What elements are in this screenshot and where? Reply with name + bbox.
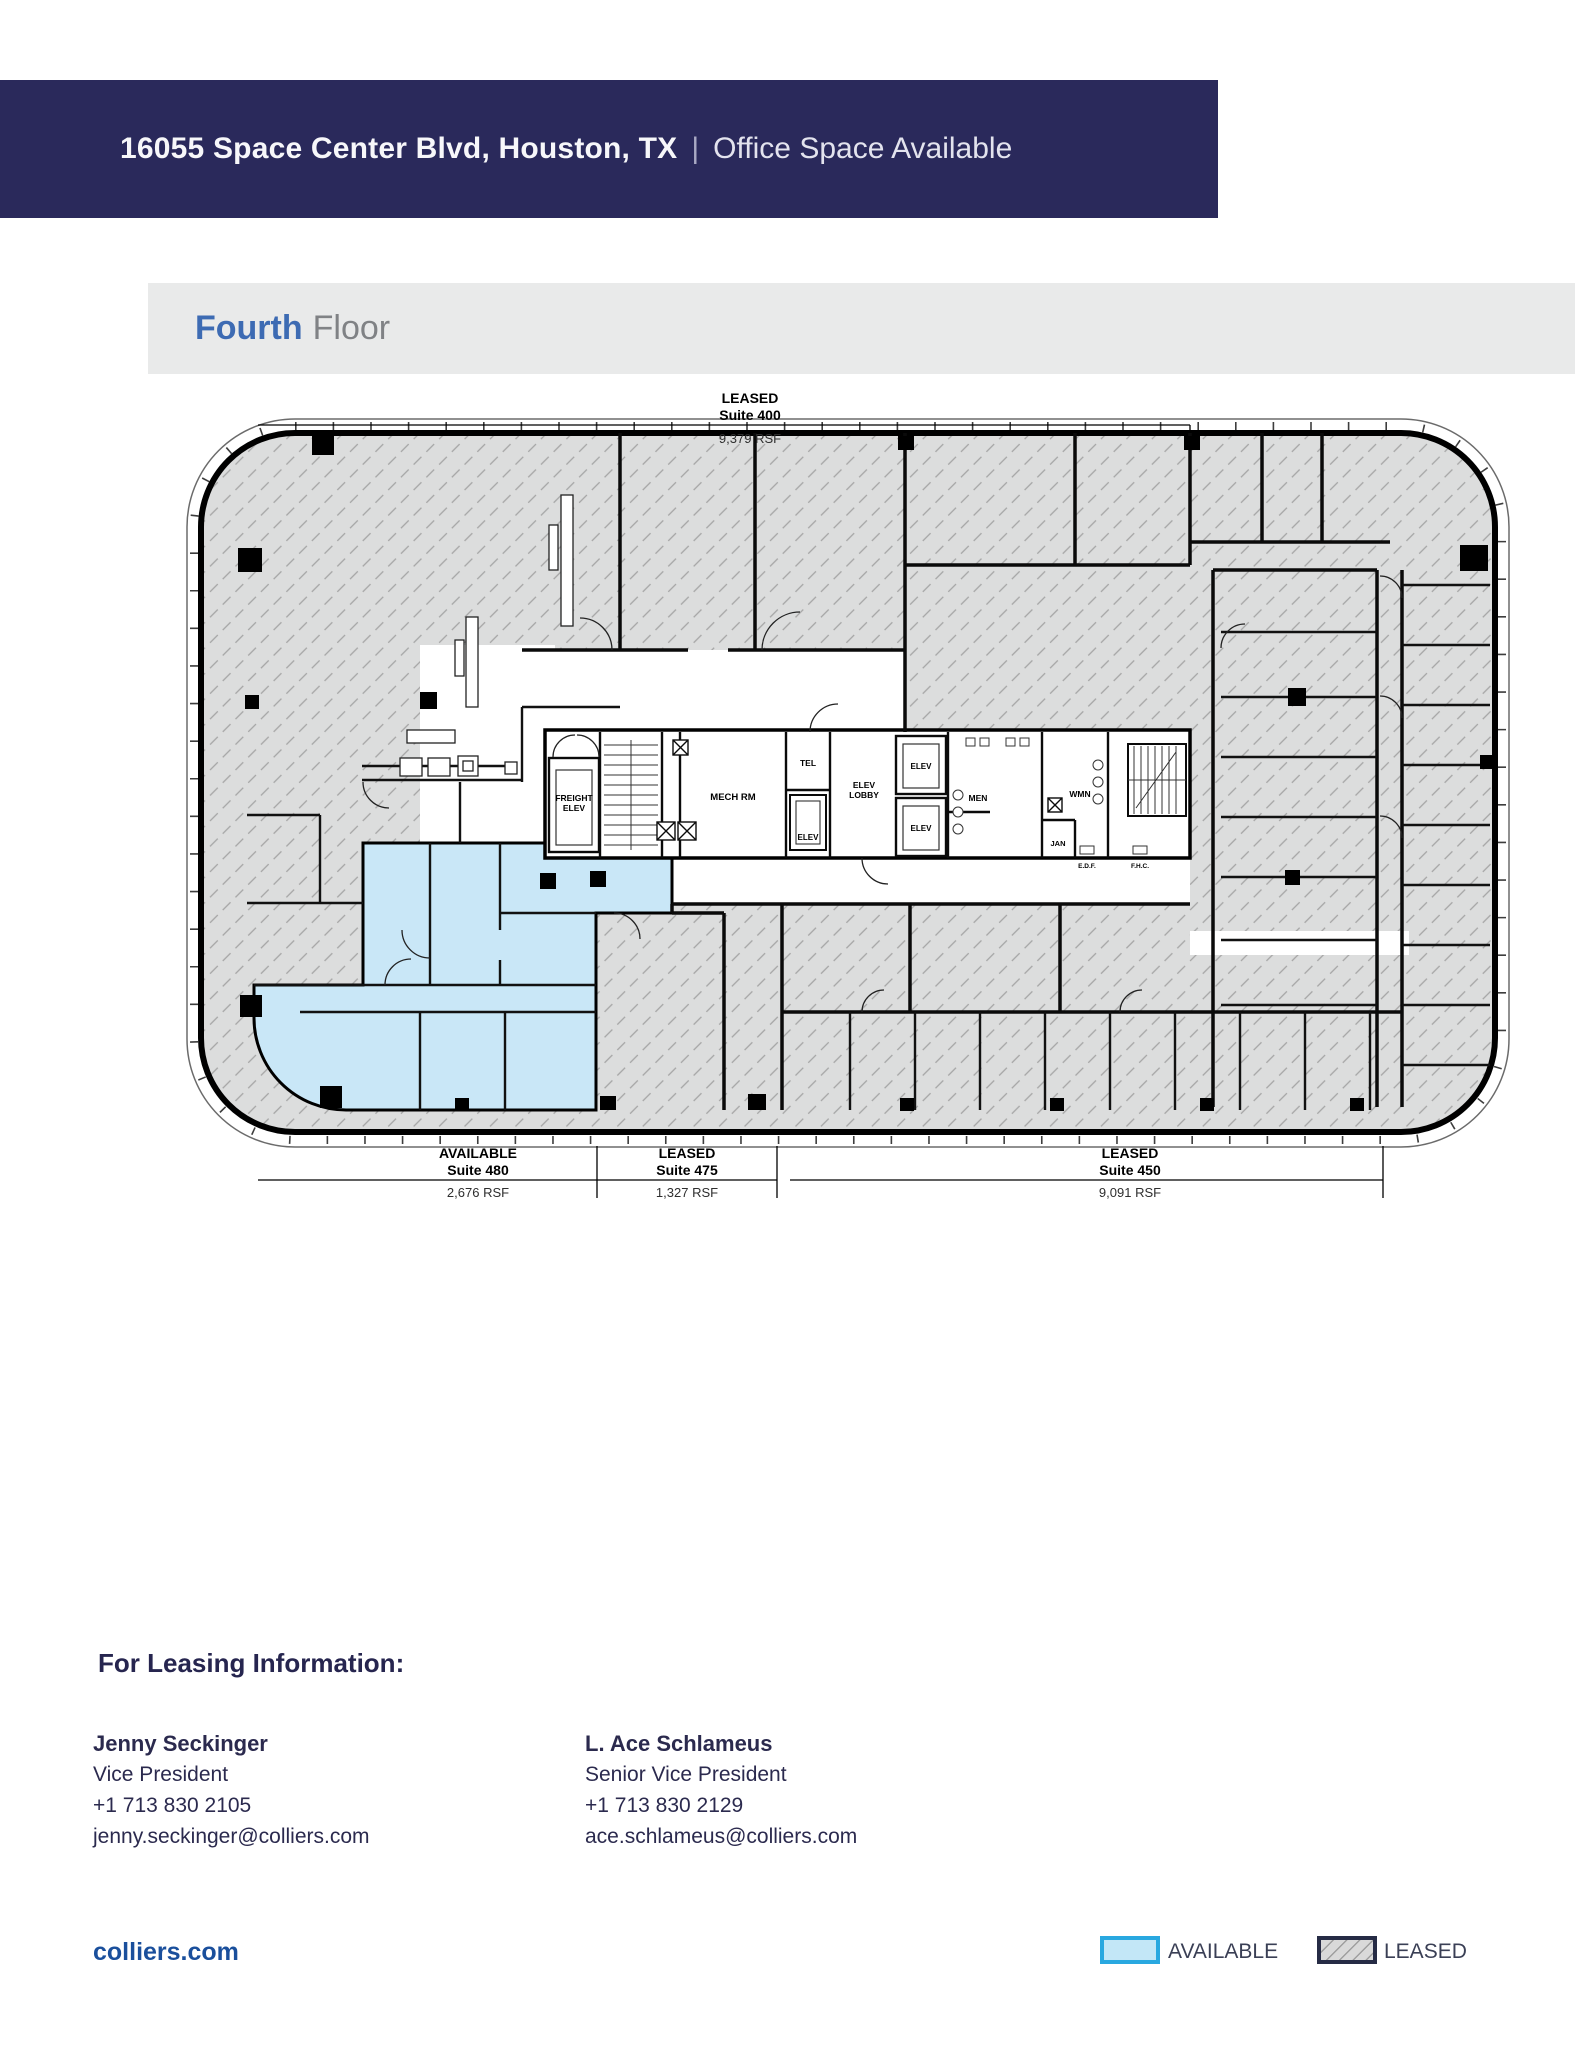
contact-jenny-seckinger xyxy=(93,1728,513,1852)
suite-400-status: LEASED xyxy=(721,390,779,406)
fhc-label: F.H.C. xyxy=(1130,863,1150,870)
contact-title: Vice President xyxy=(93,1763,229,1786)
suite-480-annotation xyxy=(258,1145,597,1200)
edf-label: E.D.F. xyxy=(1078,863,1096,870)
suite-475-status: LEASED xyxy=(658,1145,716,1161)
freight-elev-label2: ELEV xyxy=(562,803,586,813)
header-bar xyxy=(0,80,1218,218)
floor-plan-svg xyxy=(150,385,1520,1210)
page-subtitle: Office Space Available xyxy=(713,132,1013,165)
suite-400-rsf: 9,379 RSF xyxy=(718,431,782,446)
wmn-label: WMN xyxy=(1069,789,1091,799)
page-title: 16055 Space Center Blvd, Houston, TX xyxy=(120,132,678,165)
suite-450-name: Suite 450 xyxy=(1099,1162,1161,1178)
suite-475-name: Suite 475 xyxy=(656,1162,718,1178)
suite-475-rsf: 1,327 RSF xyxy=(655,1185,719,1200)
contact-email[interactable]: ace.schlameus@colliers.com xyxy=(585,1825,858,1848)
elev-b-label: ELEV xyxy=(910,824,932,833)
floor-plan xyxy=(150,385,1520,1210)
men-label: MEN xyxy=(968,793,988,803)
elev-a-label: ELEV xyxy=(910,762,932,771)
contact-ace-schlameus xyxy=(585,1728,1005,1852)
tel-label: TEL xyxy=(799,758,817,768)
mech-rm-label: MECH RM xyxy=(710,792,756,803)
contact-name: L. Ace Schlameus xyxy=(585,1731,773,1756)
suite-450-status: LEASED xyxy=(1101,1145,1159,1161)
elev-label: ELEV xyxy=(797,833,819,842)
leasing-heading: For Leasing Information: xyxy=(98,1648,405,1678)
freight-elev-label: FREIGHT xyxy=(555,793,593,803)
title-separator: | xyxy=(691,132,700,165)
legend-leased-label: LEASED xyxy=(1384,1940,1467,1963)
legend-available-swatch xyxy=(1100,1936,1160,1964)
stair-right xyxy=(1128,744,1186,816)
floor-banner xyxy=(148,283,1575,374)
floor-word: Floor xyxy=(312,309,391,347)
suite-480-status: AVAILABLE xyxy=(438,1145,518,1161)
contact-email[interactable]: jenny.seckinger@colliers.com xyxy=(93,1825,370,1848)
contact-name: Jenny Seckinger xyxy=(93,1731,268,1756)
elev-lobby-label: ELEV xyxy=(852,780,876,790)
legend-available-label: AVAILABLE xyxy=(1168,1940,1279,1963)
suite-450-rsf: 9,091 RSF xyxy=(1098,1185,1162,1200)
suite-450-annotation xyxy=(790,1145,1383,1200)
contact-phone: +1 713 830 2105 xyxy=(93,1794,252,1817)
suite-480-rsf: 2,676 RSF xyxy=(446,1185,510,1200)
suite-475-annotation xyxy=(597,1145,777,1200)
contact-phone: +1 713 830 2129 xyxy=(585,1794,744,1817)
suite-480-name: Suite 480 xyxy=(447,1162,509,1178)
jan-label: JAN xyxy=(1050,839,1066,848)
website-link[interactable]: colliers.com xyxy=(93,1938,239,1966)
legend-leased-swatch xyxy=(1317,1936,1377,1964)
elev-lobby-label2: LOBBY xyxy=(849,790,879,800)
floor-number: Fourth xyxy=(195,309,303,347)
contact-title: Senior Vice President xyxy=(585,1763,787,1786)
suite-400-name: Suite 400 xyxy=(719,407,781,423)
